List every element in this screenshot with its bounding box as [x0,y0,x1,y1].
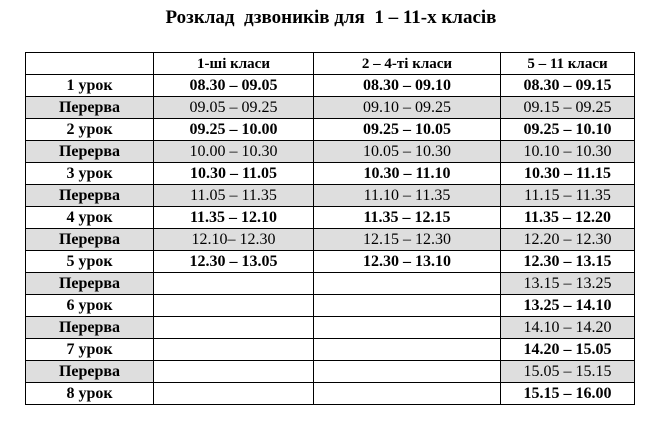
time-cell [154,339,314,361]
time-cell: 10.30 – 11.05 [154,163,314,185]
break-label-cell: Перерва [26,317,154,339]
time-cell [154,273,314,295]
time-cell [154,317,314,339]
time-cell: 11.35 – 12.15 [314,207,501,229]
break-label-cell: Перерва [26,185,154,207]
time-cell: 10.30 – 11.15 [501,163,635,185]
time-cell: 09.10 – 09.25 [314,97,501,119]
header-grades-2-4: 2 – 4-ті класи [314,53,501,75]
time-cell [314,317,501,339]
time-cell: 11.05 – 11.35 [154,185,314,207]
time-cell: 09.25 – 10.05 [314,119,501,141]
table-row [26,163,635,185]
time-cell [314,295,501,317]
time-cell: 09.25 – 10.00 [154,119,314,141]
time-cell: 12.10– 12.30 [154,229,314,251]
time-cell [314,339,501,361]
lesson-label-cell: 6 урок [26,295,154,317]
lesson-label-cell: 3 урок [26,163,154,185]
time-cell: 10.30 – 11.10 [314,163,501,185]
time-cell: 12.30 – 13.10 [314,251,501,273]
break-label-cell: Перерва [26,361,154,383]
table-row [26,251,635,273]
time-cell [154,361,314,383]
table-row [26,317,635,339]
time-cell: 10.00 – 10.30 [154,141,314,163]
lesson-label-cell: 7 урок [26,339,154,361]
table-row [26,273,635,295]
time-cell: 11.10 – 11.35 [314,185,501,207]
time-cell: 12.30 – 13.05 [154,251,314,273]
time-cell: 11.35 – 12.20 [501,207,635,229]
table-row [26,207,635,229]
time-cell [314,383,501,405]
bell-schedule-table [25,52,635,405]
lesson-label-cell: 5 урок [26,251,154,273]
time-cell: 15.15 – 16.00 [501,383,635,405]
time-cell [154,383,314,405]
table-row [26,383,635,405]
table-header-row [26,53,635,75]
page-title: Розклад дзвоників для 1 – 11-х класів [165,7,497,28]
break-label-cell: Перерва [26,229,154,251]
time-cell: 08.30 – 09.15 [501,75,635,97]
table-row [26,361,635,383]
header-corner-cell [26,53,154,75]
time-cell: 12.30 – 13.15 [501,251,635,273]
table-row [26,185,635,207]
table-row [26,339,635,361]
time-cell: 11.15 – 11.35 [501,185,635,207]
time-cell [314,361,501,383]
table-row [26,141,635,163]
time-cell: 14.20 – 15.05 [501,339,635,361]
table-row [26,119,635,141]
table-row [26,97,635,119]
time-cell [154,295,314,317]
time-cell: 15.05 – 15.15 [501,361,635,383]
lesson-label-cell: 2 урок [26,119,154,141]
header-grade-1: 1-ші класи [154,53,314,75]
time-cell: 12.20 – 12.30 [501,229,635,251]
time-cell: 08.30 – 09.10 [314,75,501,97]
lesson-label-cell: 1 урок [26,75,154,97]
break-label-cell: Перерва [26,141,154,163]
header-grades-5-11: 5 – 11 класи [501,53,635,75]
time-cell: 09.05 – 09.25 [154,97,314,119]
table-row [26,295,635,317]
time-cell: 10.10 – 10.30 [501,141,635,163]
lesson-label-cell: 4 урок [26,207,154,229]
table-body [26,75,635,405]
lesson-label-cell: 8 урок [26,383,154,405]
time-cell: 09.15 – 09.25 [501,97,635,119]
table-row [26,75,635,97]
break-label-cell: Перерва [26,97,154,119]
time-cell [314,273,501,295]
time-cell: 11.35 – 12.10 [154,207,314,229]
time-cell: 13.15 – 13.25 [501,273,635,295]
table-row [26,229,635,251]
time-cell: 14.10 – 14.20 [501,317,635,339]
time-cell: 12.15 – 12.30 [314,229,501,251]
time-cell: 08.30 – 09.05 [154,75,314,97]
time-cell: 13.25 – 14.10 [501,295,635,317]
time-cell: 10.05 – 10.30 [314,141,501,163]
time-cell: 09.25 – 10.10 [501,119,635,141]
break-label-cell: Перерва [26,273,154,295]
